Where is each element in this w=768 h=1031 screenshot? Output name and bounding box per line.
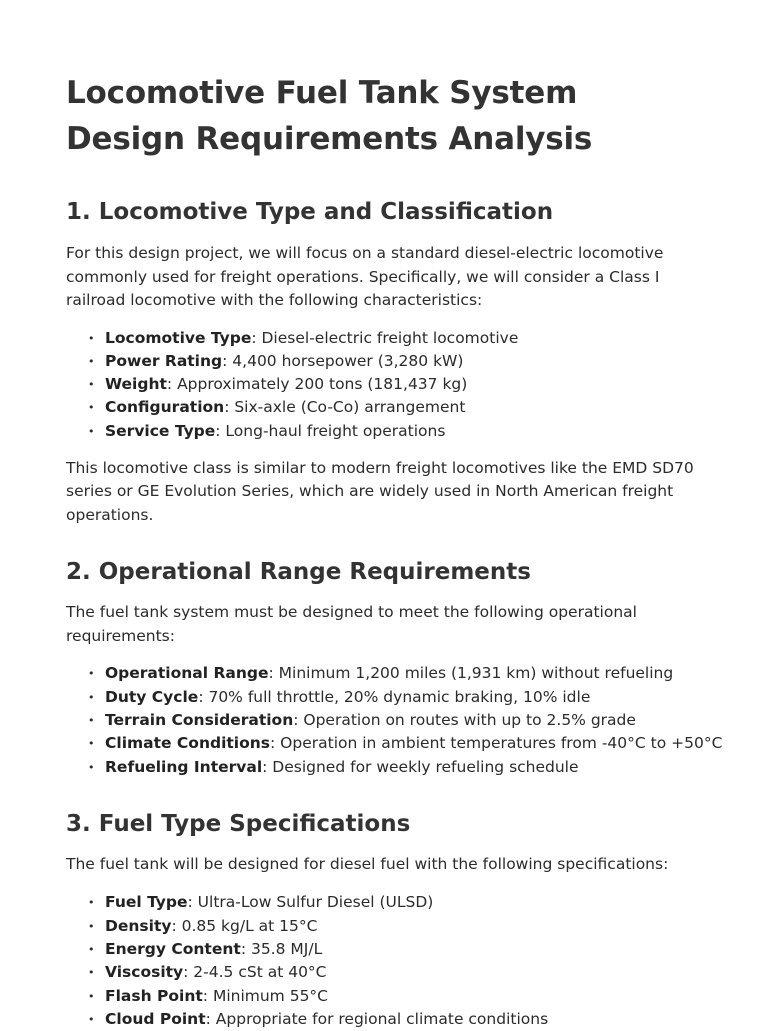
list-item-text: : Long-haul freight operations	[215, 421, 446, 440]
list-item-label: Weight	[105, 375, 167, 394]
list-item	[88, 709, 702, 732]
list-item-text: : 4,400 horsepower (3,280 kW)	[222, 351, 464, 370]
section-heading-operational-range: 2. Operational Range Requirements	[66, 559, 531, 586]
list-item-label: Service Type	[105, 421, 216, 440]
list-item-text: : Minimum 55°C	[202, 986, 329, 1005]
list-item-text: : Designed for weekly refueling schedule	[262, 757, 579, 776]
list-item-text: : Operation on routes with up to 2.5% grade	[293, 711, 636, 730]
list-item	[88, 327, 702, 350]
list-item-label: Operational Range	[105, 664, 269, 683]
list-item-text: : Approximately 200 tons (181,437 kg)	[166, 375, 468, 394]
list-item-text: : Six-axle (Co-Co) arrangement	[224, 398, 466, 417]
section-intro-fuel-type: The fuel tank will be designed for diesel fuel with the following specifications:	[66, 854, 669, 873]
list-item	[88, 373, 702, 396]
list-item	[88, 686, 702, 709]
list-item	[88, 662, 702, 685]
list-item-label: Flash Point	[105, 986, 203, 1005]
list-item-label: Power Rating	[105, 351, 223, 370]
list-item-text: : 35.8 MJ/L	[240, 940, 323, 959]
section-intro-operational-range: The fuel tank system must be designed to meet the following operational requirements:	[66, 603, 637, 645]
list-item-label: Terrain Consideration	[105, 711, 294, 730]
list-item-label: Locomotive Type	[105, 328, 252, 347]
list-item	[88, 1008, 702, 1031]
list-item-text: : 2-4.5 cSt at 40°C	[183, 963, 327, 982]
list-item	[88, 732, 723, 755]
list-item-label: Energy Content	[105, 940, 241, 959]
list-item-label: Duty Cycle	[105, 687, 199, 706]
list-item-label: Fuel Type	[105, 893, 188, 912]
list-item-label: Cloud Point	[105, 1009, 206, 1028]
list-item-label: Viscosity	[105, 963, 184, 982]
list-item-text: : Minimum 1,200 miles (1,931 km) without refueling	[268, 664, 674, 683]
list-item	[88, 756, 702, 779]
list-item-text: : Ultra-Low Sulfur Diesel (ULSD)	[187, 893, 434, 912]
list-item	[88, 985, 702, 1008]
locomotive-characteristics-list	[66, 327, 702, 443]
list-item	[88, 915, 702, 938]
list-item	[88, 350, 702, 373]
list-item-text: : Appropriate for regional climate conditions	[205, 1009, 549, 1028]
list-item	[88, 938, 702, 961]
list-item-text: : Diesel-electric freight locomotive	[251, 328, 519, 347]
section-heading-locomotive-type: 1. Locomotive Type and Classification	[66, 199, 554, 225]
list-item-text: : Operation in ambient temperatures from -40°C to +50°C	[270, 734, 723, 753]
list-item-text: : 70% full throttle, 20% dynamic braking, 10% idle	[198, 687, 591, 706]
operational-requirements-list	[66, 662, 723, 778]
list-item	[88, 961, 702, 984]
list-item-text: : 0.85 kg/L at 15°C	[171, 916, 318, 935]
list-item-label: Density	[105, 916, 172, 935]
list-item-label: Configuration	[105, 398, 225, 417]
list-item	[88, 420, 702, 443]
list-item-label: Climate Conditions	[105, 734, 271, 753]
fuel-specifications-list	[66, 891, 702, 1031]
list-item-label: Refueling Interval	[105, 757, 263, 776]
list-item	[88, 396, 702, 419]
document-title: Locomotive Fuel Tank System Design Requirements Analysis	[66, 75, 593, 157]
list-item	[88, 891, 702, 914]
section-intro-locomotive-type: For this design project, we will focus on a standard diesel-electric locomotive commonly used for freight operations. Specifically, we will consider a Class I railroad locomotive with the following characteristics:	[66, 244, 664, 309]
section-heading-fuel-type: 3. Fuel Type Specifications	[66, 810, 411, 837]
section-outro-locomotive-type: This locomotive class is similar to modern freight locomotives like the EMD SD70 series or GE Evolution Series, which are widely used in North American freight operations.	[66, 458, 694, 524]
